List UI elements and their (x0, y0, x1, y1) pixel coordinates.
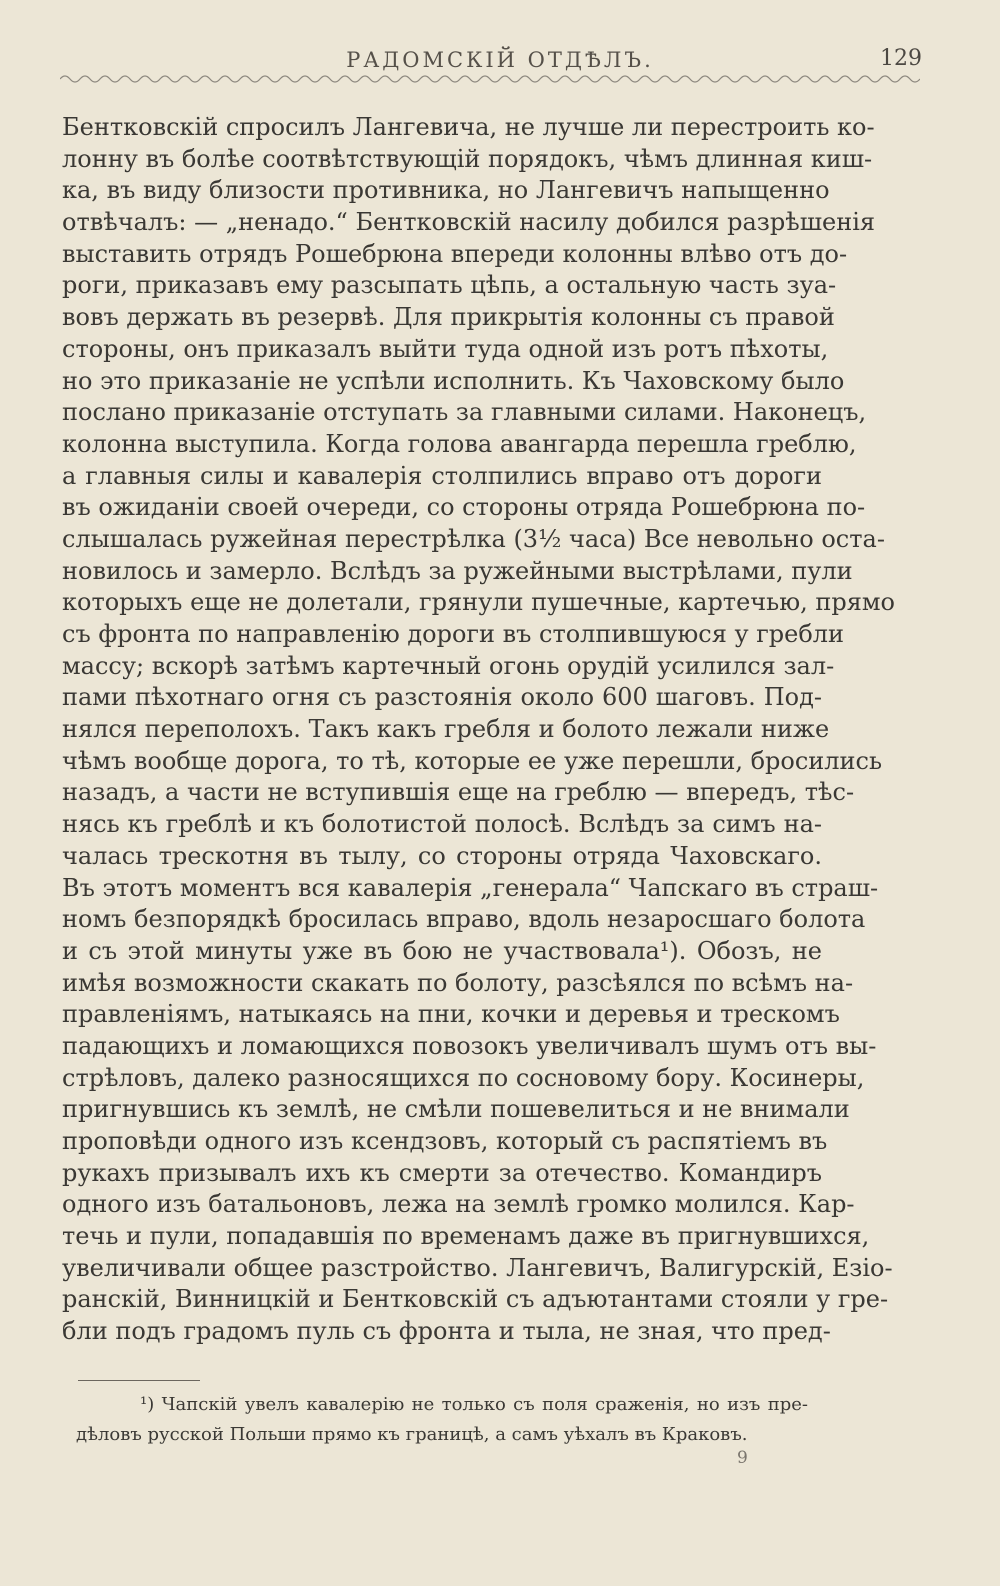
text-line: чѣмъ вообще дорога, то тѣ, которые ее уже перешли, бросились (62, 746, 883, 775)
text-line: новилось и замерло. Вслѣдъ за ружейными выстрѣлами, пули (62, 556, 853, 585)
wavy-head-rule (60, 72, 920, 84)
text-line: рукахъ призывалъ ихъ къ смерти за отечество. Командиръ (62, 1158, 822, 1187)
text-line: но это приказаніе не успѣли исполнить. Къ Чаховскому было (62, 366, 845, 395)
text-line: и съ этой минуты уже въ бою не участвовала¹). Обозъ, не (62, 936, 822, 965)
footnote-rule (78, 1380, 200, 1381)
text-line: отвѣчалъ: — „ненадо.“ Бентковскій насилу добился разрѣшенія (62, 208, 876, 237)
text-line: стороны, онъ приказалъ выйти туда одной изъ ротъ пѣхоты, (62, 334, 829, 363)
text-line: стрѣловъ, далеко разносящихся по сосновому бору. Косинеры, (62, 1063, 865, 1092)
text-line: колонна выступила. Когда голова авангарда перешла греблю, (62, 429, 857, 458)
text-line: въ ожиданіи своей очереди, со стороны отряда Рошебрюна по- (62, 493, 866, 522)
text-line: слышалась ружейная перестрѣлка (3½ часа) Все невольно оста- (62, 524, 885, 553)
text-line: пригнувшись къ землѣ, не смѣли пошевелиться и не внимали (62, 1095, 850, 1124)
signature-mark: 9 (737, 1448, 748, 1468)
text-line: массу; вскорѣ затѣмъ картечный огонь орудій усилился зал- (62, 651, 835, 680)
text-line: ка, въ виду близости противника, но Лангевичъ напыщенно (62, 176, 830, 205)
text-line: лонну въ болѣе соотвѣтствующій порядокъ, чѣмъ длинная киш- (62, 144, 873, 173)
text-line: которыхъ еще не долетали, грянули пушечные, картечью, прямо (62, 588, 895, 617)
text-line: пами пѣхотнаго огня съ разстоянія около 600 шаговъ. Под- (62, 683, 822, 712)
text-line: увеличивали общее разстройство. Лангевичъ, Валигурскій, Езіо- (62, 1253, 893, 1282)
page-number: 129 (880, 46, 922, 71)
text-line: падающихъ и ломающихся повозокъ увеличивалъ шумъ отъ вы- (62, 1031, 877, 1060)
body-text (62, 112, 895, 1348)
text-line: бли подъ градомъ пуль съ фронта и тыла, не зная, что пред- (62, 1317, 831, 1346)
text-line: съ фронта по направленію дороги въ столпившуюся у гребли (62, 620, 845, 648)
footnote-line: ¹) Чапскій увелъ кавалерію не только съ поля сраженія, но изъ пре- (140, 1394, 808, 1415)
text-line: правленіямъ, натыкаясь на пни, кочки и деревья и трескомъ (62, 1000, 840, 1029)
text-line: послано приказаніе отступать за главными силами. Наконецъ, (62, 398, 867, 427)
footnotes (76, 1390, 808, 1450)
text-line: нялся переполохъ. Такъ какъ гребля и болото лежали ниже (62, 715, 830, 744)
text-line: роги, приказавъ ему разсыпать цѣпь, а остальную часть зуа- (62, 271, 837, 300)
text-line: ранскій, Винницкій и Бентковскій съ адъютантами стояли у гре- (62, 1285, 889, 1314)
text-line: проповѣди одного изъ ксендзовъ, который съ распятіемъ въ (62, 1127, 828, 1155)
text-line: Бентковскій спросилъ Лангевича, не лучше ли перестроить ко- (62, 113, 875, 141)
text-line: а главныя силы и кавалерія столпились вправо отъ дороги (62, 461, 822, 490)
text-line: Въ этотъ моментъ вся кавалерія „генерала“ Чапскаго въ страш- (62, 873, 879, 902)
text-line: выставить отрядъ Рошебрюна впереди колонны влѣво отъ до- (62, 239, 848, 268)
text-line: номъ безпорядкѣ бросилась вправо, вдоль незаросшаго болота (62, 905, 866, 934)
text-line: назадъ, а части не вступившія еще на греблю — впередъ, тѣс- (62, 778, 855, 807)
text-line: одного изъ батальоновъ, лежа на землѣ громко молился. Кар- (62, 1190, 855, 1219)
text-line: нясь къ греблѣ и къ болотистой полосѣ. Вслѣдъ за симъ на- (62, 810, 822, 839)
text-line: имѣя возможности скакать по болоту, разсѣялся по всѣмъ на- (62, 968, 854, 997)
text-line: вовъ держать въ резервѣ. Для прикрытія колонны съ правой (62, 303, 835, 332)
text-line: течь и пули, попадавшія по временамъ даже въ пригнувшихся, (62, 1222, 870, 1251)
footnote-line: дѣловъ русской Польши прямо къ границѣ, а самъ уѣхалъ въ Краковъ. (76, 1424, 748, 1445)
running-title: РАДОМСКІЙ ОТДѢЛЪ. (346, 48, 654, 72)
text-line: чалась трескотня въ тылу, со стороны отряда Чаховскаго. (62, 841, 822, 870)
